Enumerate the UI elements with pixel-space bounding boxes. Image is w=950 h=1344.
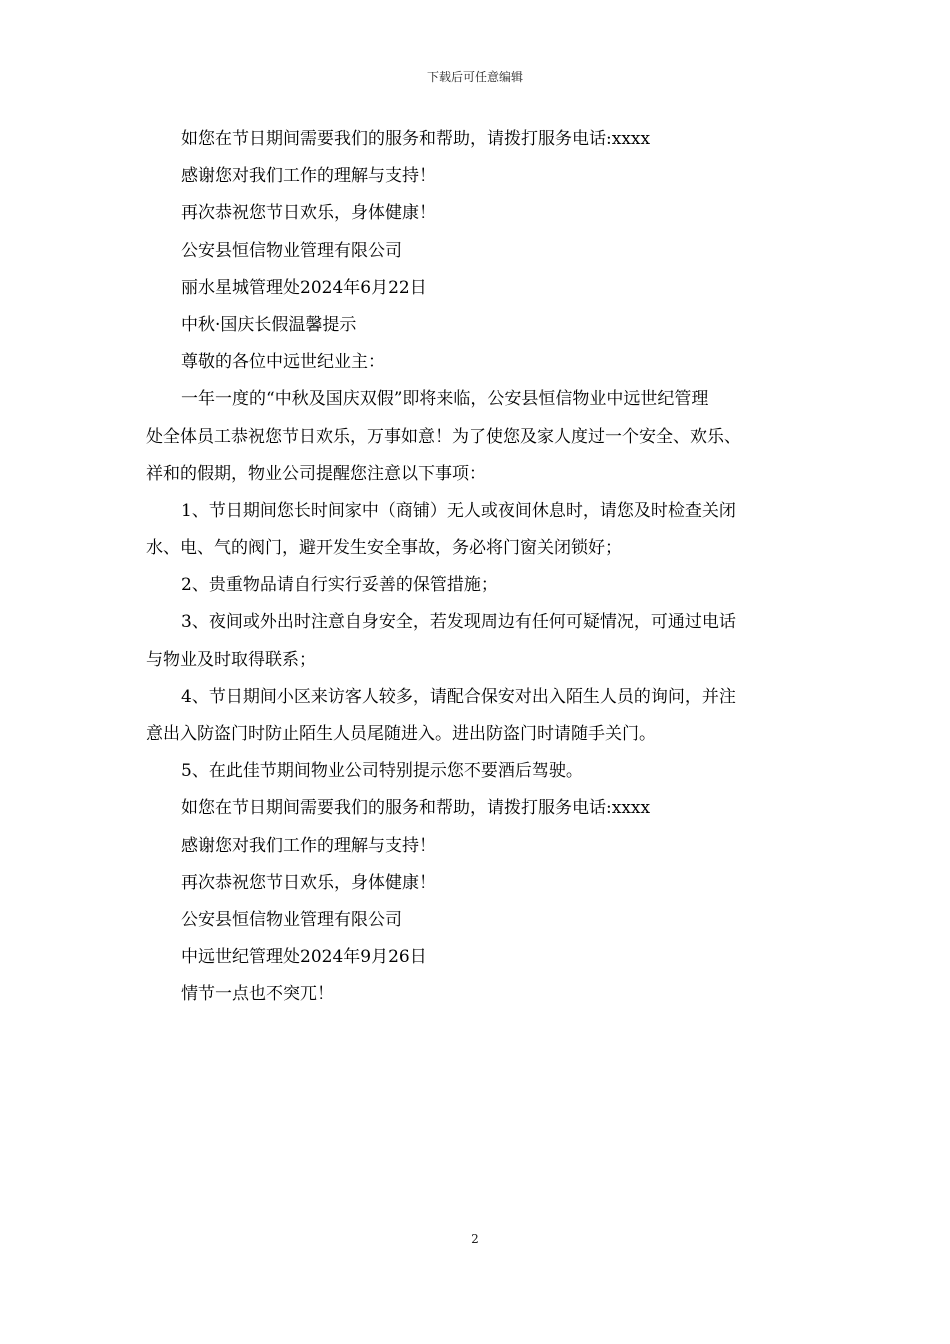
wishes-line: 再次恭祝您节日欢乐，身体健康！ <box>181 872 436 893</box>
list-item-continuation: 意出入防盗门时防止陌生人员尾随进入。进出防盗门时请随手关门。 <box>146 724 656 744</box>
notice-title: 中秋·国庆长假温馨提示 <box>181 314 357 335</box>
wishes-line: 再次恭祝您节日欢乐，身体健康！ <box>181 203 436 224</box>
service-phone-line: 如您在节日期间需要我们的服务和帮助，请拨打服务电话:xxxx <box>181 129 651 149</box>
paragraph-line: 祥和的假期，物业公司提醒您注意以下事项： <box>146 463 486 484</box>
company-name: 公安县恒信物业管理有限公司 <box>181 909 402 930</box>
signature-date: 丽水星城管理处2024年6月22日 <box>181 277 427 298</box>
service-phone-line: 如您在节日期间需要我们的服务和帮助，请拨打服务电话:xxxx <box>181 798 651 819</box>
paragraph-line: 一年一度的“中秋及国庆双假”即将来临，公安县恒信物业中远世纪管理 <box>181 389 709 410</box>
company-name: 公安县恒信物业管理有限公司 <box>181 240 402 261</box>
salutation: 尊敬的各位中远世纪业主： <box>181 352 385 373</box>
closing-line: 情节一点也不突兀！ <box>181 984 334 1005</box>
paragraph-line: 处全体员工恭祝您节日欢乐，万事如意！为了使您及家人度过一个安全、欢乐、 <box>146 426 741 447</box>
list-item: 5、在此佳节期间物业公司特别提示您不要酒后驾驶。 <box>181 761 583 782</box>
list-item: 1、节日期间您长时间家中（商铺）无人或夜间休息时，请您及时检查关闭 <box>181 500 736 521</box>
document-body <box>146 124 810 1017</box>
signature-date: 中远世纪管理处2024年9月26日 <box>181 947 427 968</box>
list-item: 3、夜间或外出时注意自身安全，若发现周边有任何可疑情况，可通过电话 <box>181 612 736 633</box>
list-item: 2、贵重物品请自行实行妥善的保管措施； <box>181 575 498 596</box>
page-number: 2 <box>471 1232 479 1246</box>
thanks-line: 感谢您对我们工作的理解与支持！ <box>181 166 436 187</box>
page-header: 下载后可任意编辑 <box>426 70 523 84</box>
list-item: 4、节日期间小区来访客人较多，请配合保安对出入陌生人员的询问，并注 <box>181 686 736 707</box>
list-item-continuation: 水、电、气的阀门，避开发生安全事故，务必将门窗关闭锁好； <box>146 538 622 559</box>
thanks-line: 感谢您对我们工作的理解与支持！ <box>181 835 436 856</box>
list-item-continuation: 与物业及时取得联系； <box>146 649 316 670</box>
